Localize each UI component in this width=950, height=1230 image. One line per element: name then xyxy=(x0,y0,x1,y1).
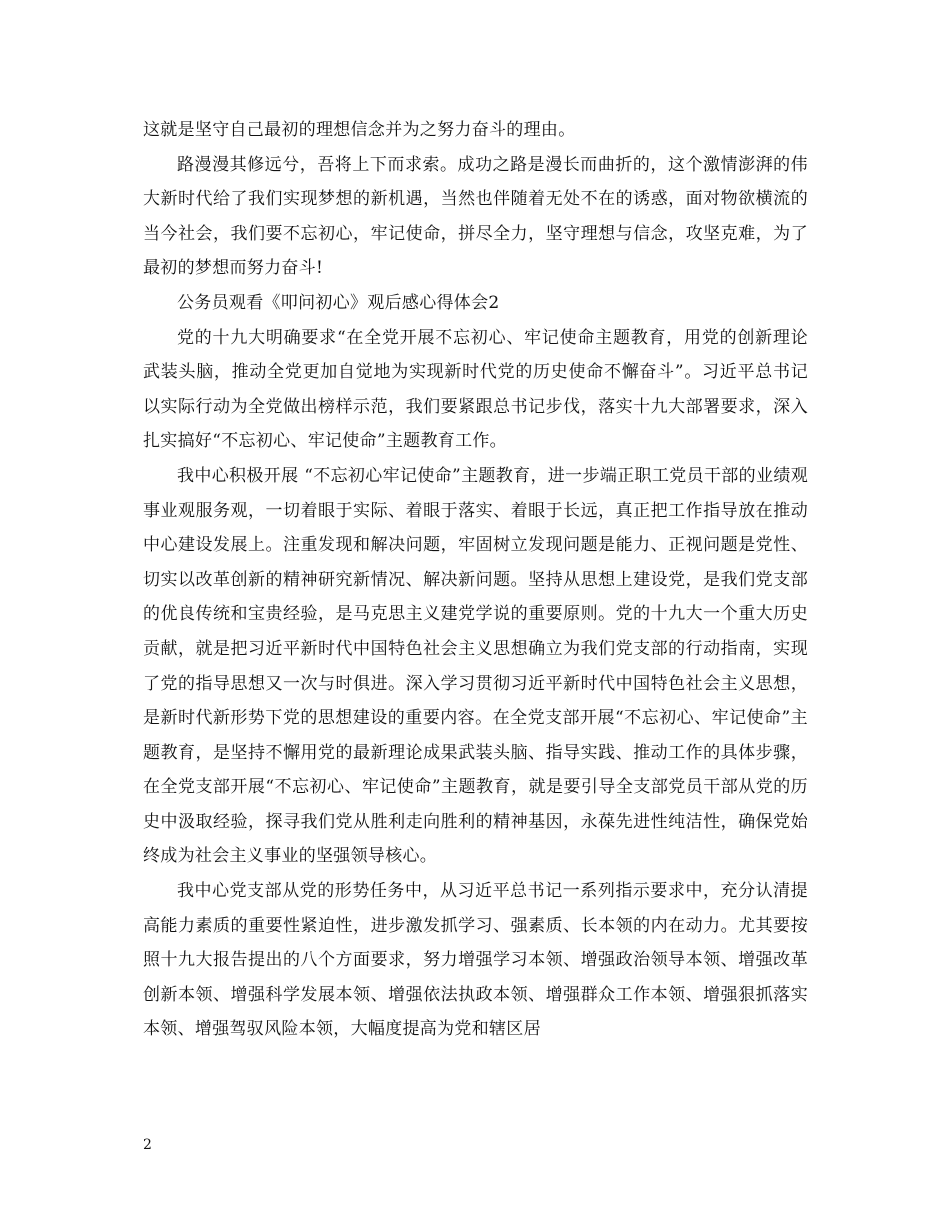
document-body xyxy=(143,113,808,1047)
paragraph-continuation: 这就是坚守自己最初的理想信念并为之努力奋斗的理由。 xyxy=(143,120,576,140)
paragraph-closing: 路漫漫其修远兮，吾将上下而求索。成功之路是漫长而曲折的，这个激情澎湃的伟大新时代给了我们实现梦想的新机遇，当然也伴随着无处不在的诱惑，面对物欲横流的当今社会，我们要不忘初心，牢记使命，拼尽全力，坚守理想与信念，攻坚克难，为了最初的梦想而努力奋斗! xyxy=(143,154,808,279)
page-number: 2 xyxy=(143,1137,152,1153)
paragraph-capability: 我中心党支部从党的形势任务中，从习近平总书记一系列指示要求中，充分认清提高能力素质的重要性紧迫性，进步激发抓学习、强素质、长本领的内在动力。尤其要按照十九大报告提出的八个方面要求，努力增强学习本领、增强政治领导本领、增强改革创新本领、增强科学发展本领、增强依法执政本领、增强群众工作本领、增强狠抓落实本领、增强驾驭风险本领，大幅度提高为党和辖区居 xyxy=(143,881,808,1040)
paragraph-requirement: 党的十九大明确要求“在全党开展不忘初心、牢记使命主题教育，用党的创新理论武装头脑，推动全党更加自觉地为实现新时代党的历史使命不懈奋斗”。习近平总书记以实际行动为全党做出榜样示范，我们要紧跟总书记步伐，落实十九大部署要求，深入扎实搞好“不忘初心、牢记使命”主题教育工作。 xyxy=(143,327,808,452)
section-heading: 公务员观看《叩问初心》观后感心得体会2 xyxy=(177,292,500,313)
paragraph-education: 我中心积极开展 “不忘初心牢记使命”主题教育，进一步端正职工党员干部的业绩观事业观服务观，一切着眼于实际、着眼于落实、着眼于长远，真正把工作指导放在推动中心建设发展上。注重发现和解决问题，牢固树立发现问题是能力、正视问题是党性、切实以改革创新的精神研究新情况、解决新问题。坚持从思想上建设党，是我们党支部的优良传统和宝贵经验，是马克思主义建党学说的重要原则。党的十九大一个重大历史贡献，就是把习近平新时代中国特色社会主义思想确立为我们党支部的行动指南，实现了党的指导思想又一次与时俱进。深入学习贯彻习近平新时代中国特色社会主义思想，是新时代新形势下党的思想建设的重要内容。在全党支部开展“不忘初心、牢记使命”主题教育，是坚持不懈用党的最新理论成果武装头脑、指导实践、推动工作的具体步骤，在全党支部开展“不忘初心、牢记使命”主题教育，就是要引导全支部党员干部从党的历史中汲取经验，探寻我们党从胜利走向胜利的精神基因，永葆先进性纯洁性，确保党始终成为社会主义事业的坚强领导核心。 xyxy=(143,465,808,867)
